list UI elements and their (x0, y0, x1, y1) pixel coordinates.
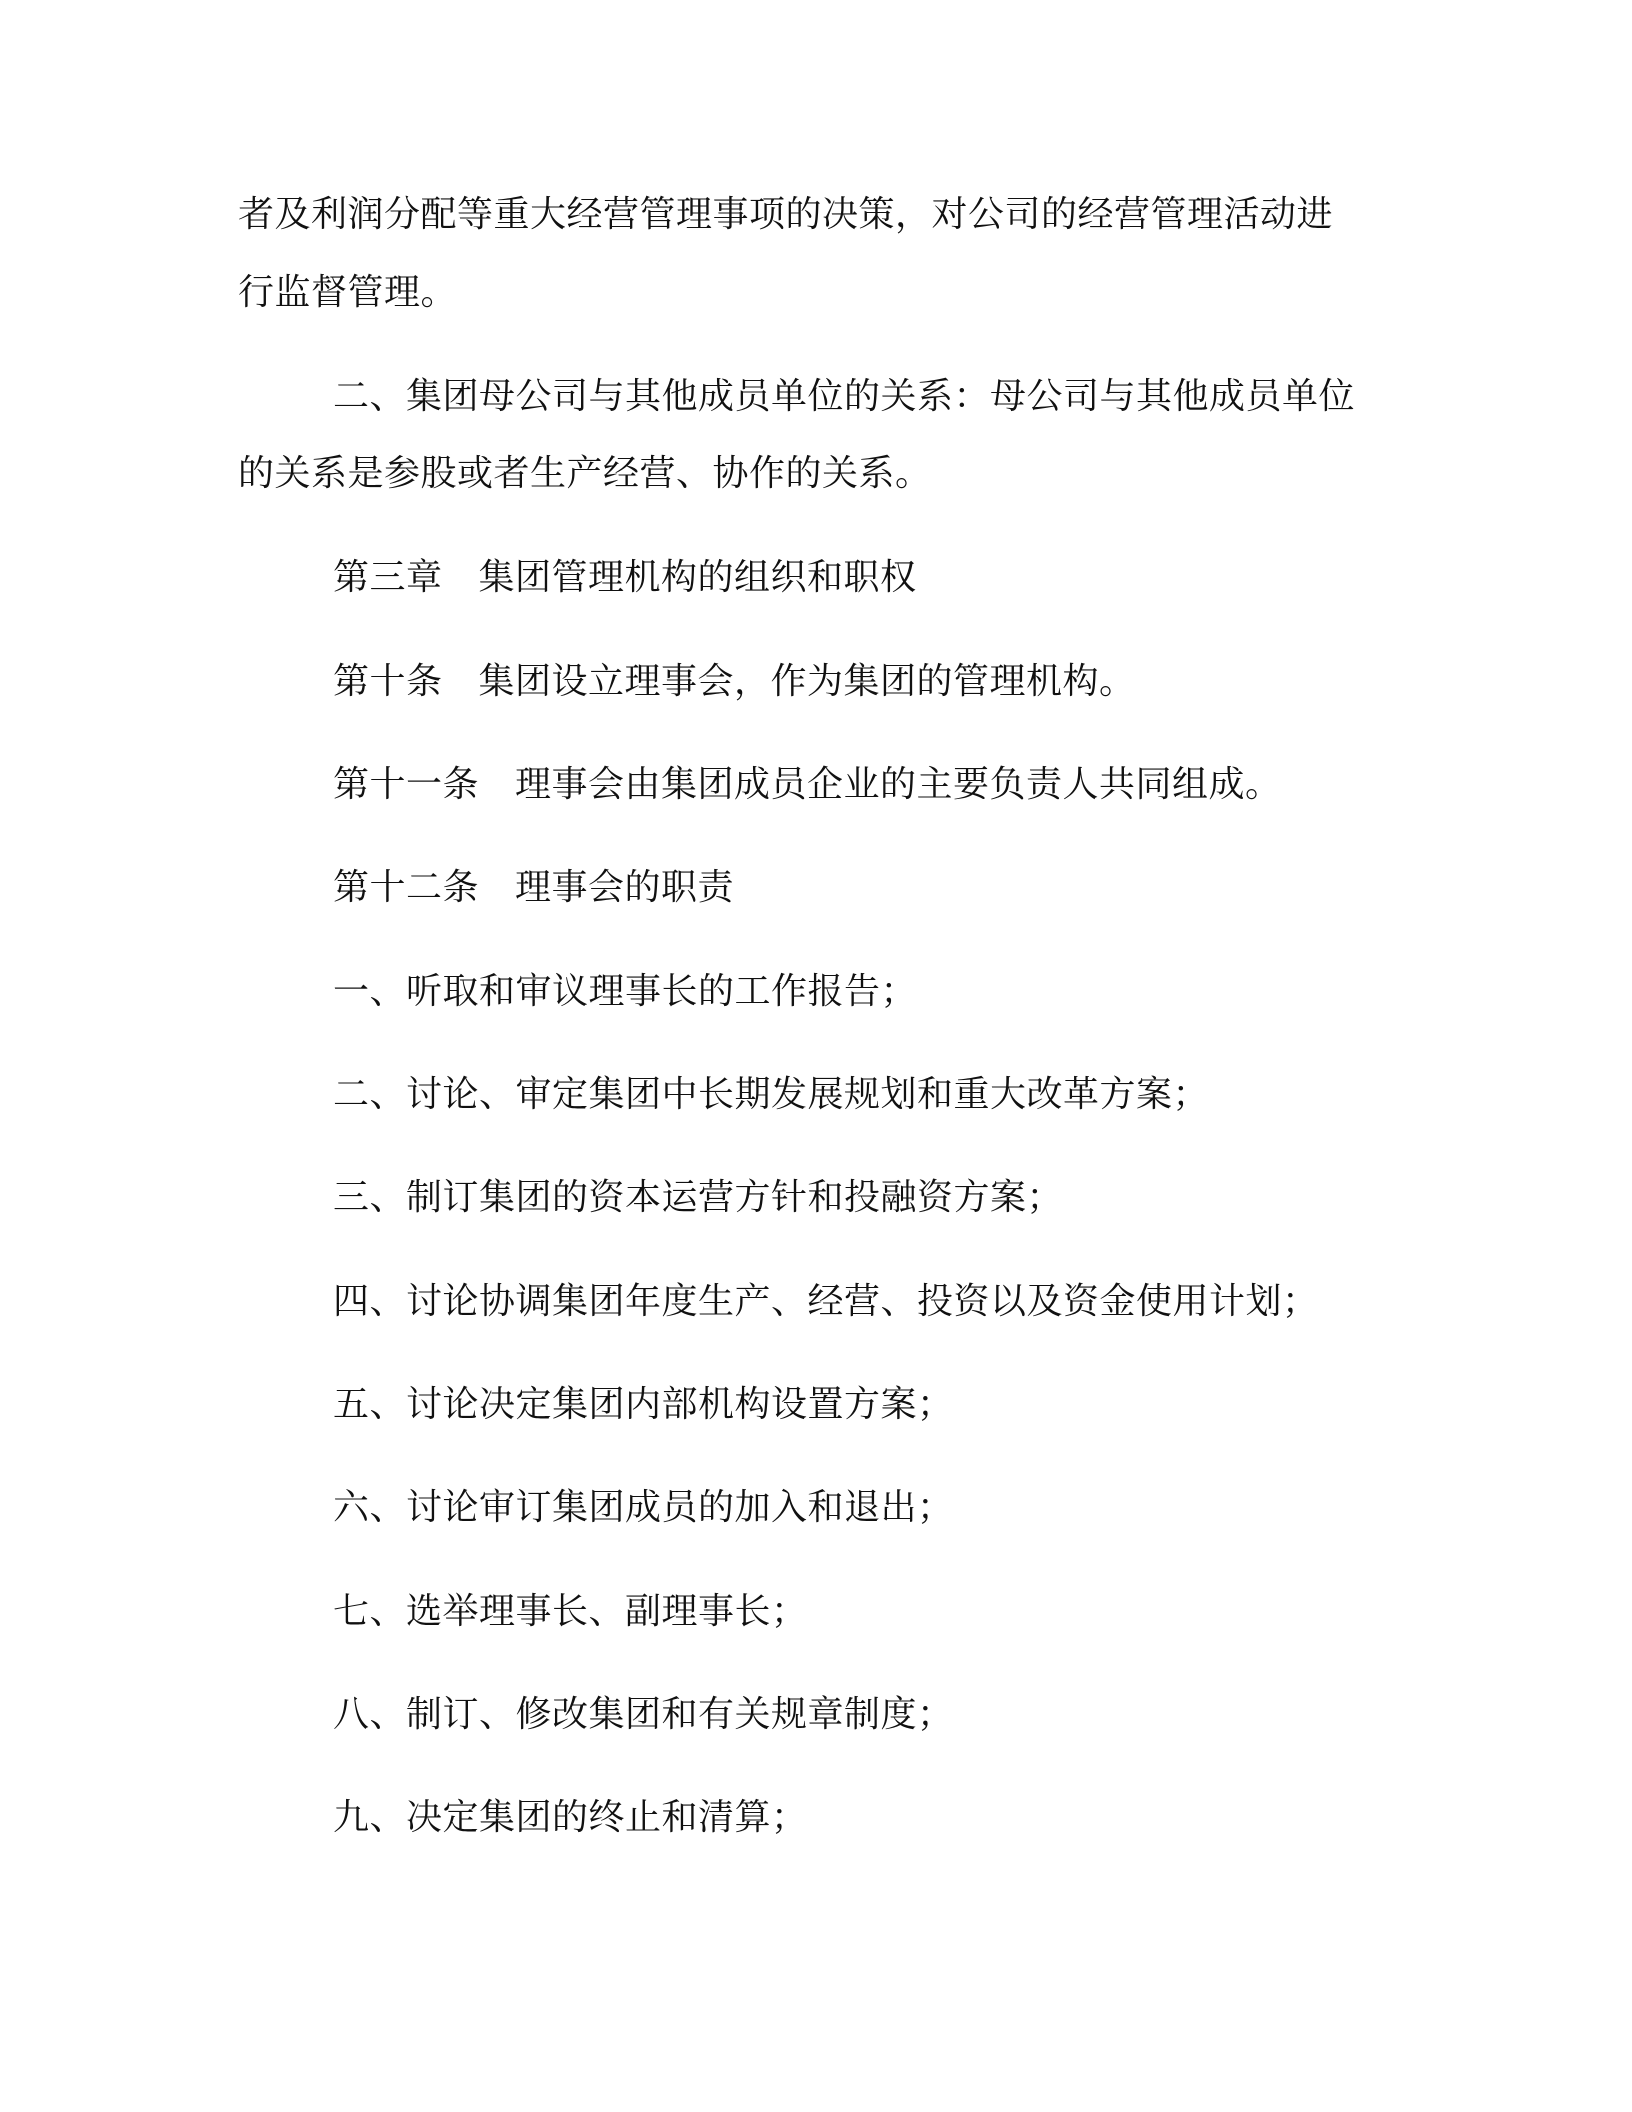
article-text: 理事会由集团成员企业的主要负责人共同组成。 (515, 764, 1282, 805)
duty-item: 三、制订集团的资本运营方针和投融资方案； (333, 1177, 1064, 1218)
chapter-heading (333, 557, 917, 598)
duty-item: 五、讨论决定集团内部机构设置方案； (333, 1384, 954, 1425)
chapter-label: 第三章 (333, 557, 443, 598)
paragraph-line: 者及利润分配等重大经营管理事项的决策，对公司的经营管理活动进 (238, 194, 1334, 235)
paragraph-line: 的关系是参股或者生产经营、协作的关系。 (238, 453, 932, 494)
article-line (333, 764, 1282, 805)
paragraph-line: 行监督管理。 (238, 272, 458, 313)
duty-item: 九、决定集团的终止和清算； (333, 1797, 808, 1838)
article-text: 集团设立理事会，作为集团的管理机构。 (478, 661, 1136, 702)
article-label: 第十条 (333, 661, 443, 702)
paragraph-line: 二、集团母公司与其他成员单位的关系：母公司与其他成员单位 (333, 376, 1356, 417)
article-text: 理事会的职责 (515, 867, 735, 908)
article-label: 第十二条 (333, 867, 480, 908)
duty-item: 四、讨论协调集团年度生产、经营、投资以及资金使用计划； (333, 1281, 1319, 1322)
article-line (333, 867, 735, 908)
duty-item: 六、讨论审订集团成员的加入和退出； (333, 1487, 954, 1528)
duty-item: 一、听取和审议理事长的工作报告； (333, 971, 918, 1012)
article-label: 第十一条 (333, 764, 480, 805)
chapter-title: 集团管理机构的组织和职权 (478, 557, 917, 598)
duty-item: 二、讨论、审定集团中长期发展规划和重大改革方案； (333, 1074, 1210, 1115)
article-line (333, 661, 1136, 702)
duty-item: 八、制订、修改集团和有关规章制度； (333, 1694, 954, 1735)
duty-item: 七、选举理事长、副理事长； (333, 1591, 808, 1632)
